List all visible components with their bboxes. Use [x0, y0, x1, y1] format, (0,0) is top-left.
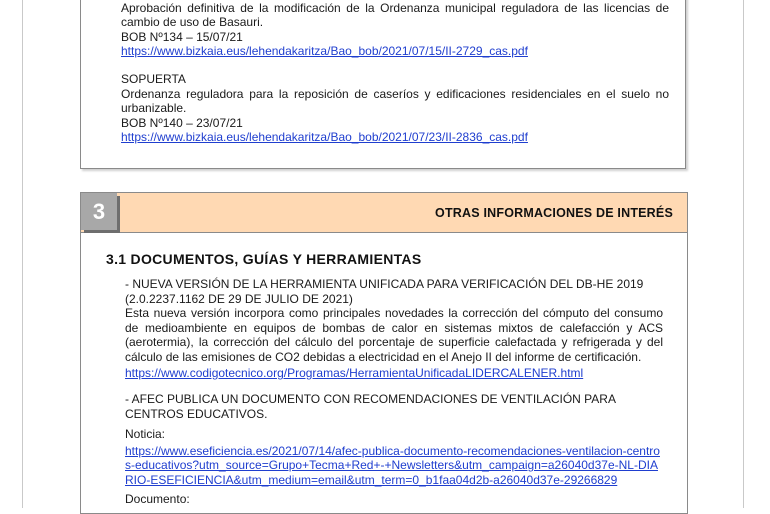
regulation-entry-basauri — [121, 0, 669, 59]
news-label: Noticia: — [125, 427, 166, 441]
news-item-afec — [125, 392, 663, 507]
municipality-name: SOPUERTA — [121, 72, 186, 86]
bob-pdf-link[interactable]: https://www.bizkaia.eus/lehendakaritza/Bao_bob/2021/07/15/II-2729_cas.pdf — [121, 44, 528, 58]
news-item-link[interactable]: https://www.eseficiencia.es/2021/07/14/afec-publica-documento-recomendaciones-ventilacion-centros-educativos?utm_source=Grupo+Tecma+Red+-+Newsletters&utm_campaign=a26040d37e-NL-DIARIO-ESEFICIENCIA&utm_medium=email&utm_term=0_b1faa04d2b-a26040d37e-29266829 — [125, 443, 660, 487]
bob-pdf-link[interactable]: https://www.bizkaia.eus/lehendakaritza/Bao_bob/2021/07/23/II-2836_cas.pdf — [121, 130, 528, 144]
news-item-title: - NUEVA VERSIÓN DE LA HERRAMIENTA UNIFICADA PARA VERIFICACIÓN DEL DB-HE 2019 (2.0.2237.1162 DE 29 DE JULIO DE 2021) — [125, 277, 644, 306]
section-header — [81, 193, 687, 233]
news-item-body: Esta nueva versión incorpora como principales novedades la corrección del cómputo del consumo de medioambiente en equipos de bombas de calor en sistemas mixtos de calefacción y ACS (aerotermia), la corrección del cálculo del porcentaje de superficie calefactada y refrigerada y del cálculo de las emisiones de CO2 debidas a electricidad en el Anejo II del informe de certificación. — [125, 306, 663, 364]
bob-reference: BOB Nº140 – 23/07/21 — [121, 115, 243, 130]
regulation-entry-sopuerta — [121, 72, 669, 145]
section-3-box — [80, 192, 688, 514]
subsection-title: 3.1 DOCUMENTOS, GUÍAS Y HERRAMIENTAS — [106, 251, 422, 267]
regulation-description: Ordenanza reguladora para la reposición de caseríos y edificaciones residenciales en el suelo no urbanizable. — [121, 86, 669, 115]
regulations-box — [80, 0, 686, 169]
bob-reference: BOB Nº134 – 15/07/21 — [121, 29, 243, 44]
news-item-title: - AFEC PUBLICA UN DOCUMENTO CON RECOMENDACIONES DE VENTILACIÓN PARA CENTROS EDUCATIVOS. — [125, 392, 616, 421]
news-item-link[interactable]: https://www.codigotecnico.org/Programas/HerramientaUnificadaLIDERCALENER.html — [125, 366, 584, 380]
news-item-herramienta — [125, 277, 663, 381]
document-label: Documento: — [125, 492, 190, 506]
section-number-badge: 3 — [81, 193, 117, 230]
regulation-description: Aprobación definitiva de la modificación de la Ordenanza municipal reguladora de las licencias de cambio de uso de Basauri. — [121, 0, 669, 29]
section-title: OTRAS INFORMACIONES DE INTERÉS — [435, 206, 673, 220]
